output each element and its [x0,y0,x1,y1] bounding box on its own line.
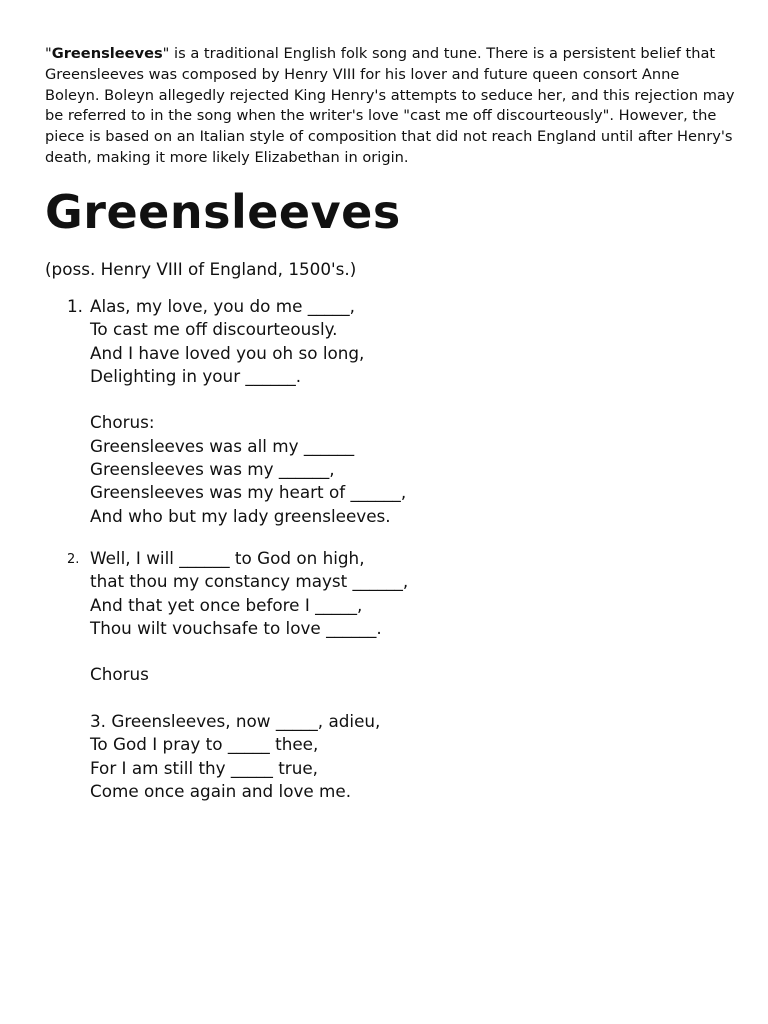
verse-2 [90,547,408,803]
blank-line [90,640,408,663]
verse-line: that thou my constancy mayst ______, [90,571,409,592]
verse-1-number: 1. [67,296,84,316]
intro-quote-open: " [45,45,52,62]
verse-line: To cast me off discourteously. [90,319,338,340]
attribution-subtitle: (poss. Henry VIII of England, 1500's.) [45,259,357,279]
verse-3-line: For I am still thy _____ true, [90,757,318,778]
intro-paragraph [45,44,735,169]
blank-line [90,388,406,411]
verse-line: And I have loved you oh so long, [90,342,365,363]
chorus-line: Greensleeves was all my ______ [90,435,355,456]
chorus-line: And who but my lady greensleeves. [90,505,391,526]
verse-line: Well, I will ______ to God on high, [90,548,365,568]
blank-line [90,687,408,710]
verse-3-line: To God I pray to _____ thee, [90,734,319,755]
intro-body-text: " is a traditional English folk song and tune. There is a persistent belief that Greensleeves was composed by Henry VIII for his lover and future queen consort Anne Boleyn. Boleyn allegedly rejected King Henry's attempts to seduce her, and this rejection may be referred to in the song when the writer's love "cast me off discourteously". However, the piece is based on an Italian style of composition that did not reach England until after Henry's death, making it more likely Elizabethan in origin. [45,45,735,166]
verse-line: Thou wilt vouchsafe to love ______. [90,617,382,638]
chorus-line: Greensleeves was my heart of ______, [90,482,407,503]
intro-bold-title: Greensleeves [51,45,163,62]
verse-3-line: Come once again and love me. [90,780,352,801]
verse-2-number: 2. [67,552,80,567]
chorus-label: Chorus: [90,412,155,433]
verse-line: Alas, my love, you do me _____, [90,296,356,316]
verse-line: Delighting in your ______. [90,365,302,386]
chorus-line: Greensleeves was my ______, [90,459,335,480]
verse-1 [90,295,406,528]
verse-line: And that yet once before I _____, [90,594,363,615]
verse-3-line: 3. Greensleeves, now _____, adieu, [90,711,381,732]
page-title: Greensleeves [45,185,401,239]
chorus-label: Chorus [90,664,149,685]
